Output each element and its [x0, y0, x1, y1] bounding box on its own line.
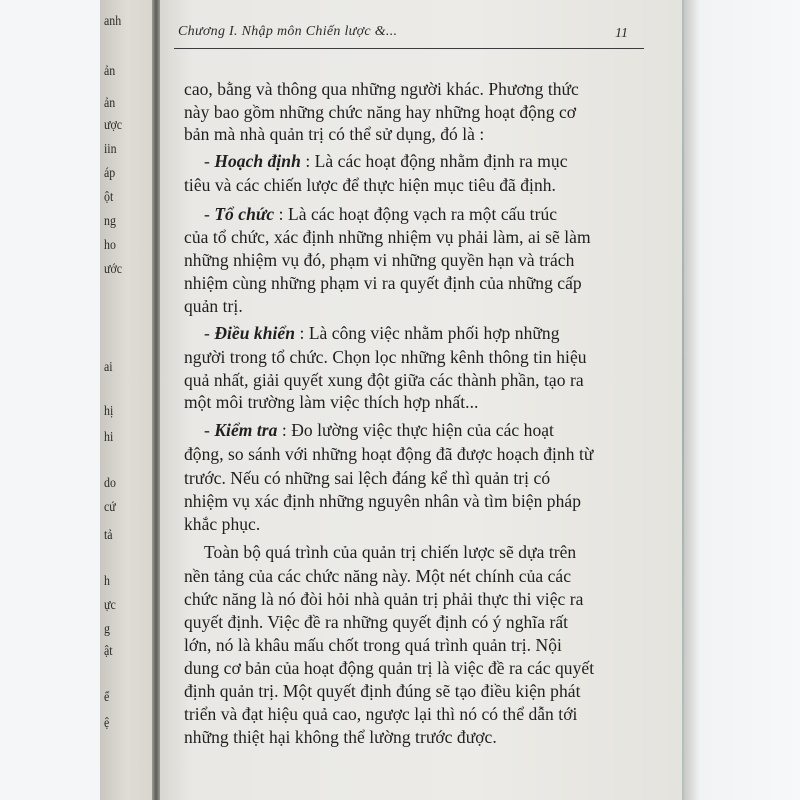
left-page-fragment: iin [104, 142, 117, 157]
list-item-kiem-tra: - Kiểm tra : Đo lường việc thực hiện của các hoạt [204, 420, 554, 440]
body-line: nền tảng của các chức năng này. Một nét chính của các [184, 566, 572, 586]
body-line: người trong tổ chức. Chọn lọc những kênh thông tin hiệu [184, 347, 587, 367]
body-line: khắc phục. [184, 514, 261, 534]
term-to-chuc: Tổ chức [214, 204, 275, 224]
header-rule [174, 48, 644, 49]
body-line: trước. Nếu có những sai lệch đáng kể thì quản trị có [184, 468, 551, 488]
left-page-fragment: hi [104, 430, 114, 445]
body-line: này bao gồm những chức năng hay những hoạt động cơ [184, 102, 577, 122]
left-page-fragment: ho [104, 238, 116, 253]
left-page-fragment: ột [104, 190, 114, 205]
left-page-fragment: do [104, 476, 116, 491]
left-page-fragment: ể [104, 690, 110, 705]
body-line: Toàn bộ quá trình của quản trị chiến lược sẽ dựa trên [204, 542, 577, 562]
body-line: cao, bằng và thông qua những người khác. Phương thức [184, 79, 579, 99]
term-dieu-khien: Điều khiển [214, 323, 296, 343]
left-page-fragment: ai [104, 360, 113, 375]
running-head: Chương I. Nhập môn Chiến lược &... [178, 24, 398, 39]
body-line: quả nhất, giải quyết xung đột giữa các thành phần, tạo ra [184, 370, 584, 390]
list-item-dieu-khien: - Điều khiển : Là công việc nhằm phối hợp những [204, 323, 560, 343]
body-line: của tổ chức, xác định những nhiệm vụ phải làm, ai sẽ làm [184, 227, 591, 247]
book-page [160, 0, 684, 800]
body-line: lớn, nó là khâu mấu chốt trong quá trình quản trị. Nội [184, 635, 562, 655]
term-hoach-dinh: Hoạch định [214, 151, 301, 171]
left-page-fragment: hị [104, 404, 114, 419]
left-page-edge [100, 0, 160, 800]
left-page-fragment: g [104, 622, 110, 637]
left-page-fragment: ực [104, 598, 116, 613]
page-number: 11 [615, 26, 628, 41]
left-page-fragment: cứ [104, 500, 116, 515]
body-line: triển và đạt hiệu quả cao, ngược lại thì nó có thể dẫn tới [184, 704, 578, 724]
body-line: định quản trị. Một quyết định đúng sẽ tạo điều kiện phát [184, 681, 581, 701]
left-page-fragment: ng [104, 214, 116, 229]
body-line: chức năng là nó đòi hỏi nhà quản trị phải thực thi việc ra [184, 589, 584, 609]
left-page-fragment: ản [104, 64, 116, 79]
left-page-fragment: ật [104, 644, 113, 659]
left-page-fragment: ệ [104, 716, 110, 731]
left-page-fragment: áp [104, 166, 116, 181]
body-line: tiêu và các chiến lược để thực hiện mục tiêu đã định. [184, 175, 556, 195]
body-line: bản mà nhà quản trị có thể sử dụng, đó là : [184, 124, 485, 144]
left-page-fragment: ản [104, 96, 116, 111]
background-surface [684, 0, 800, 800]
left-page-fragment: tả [104, 528, 113, 543]
body-line: quản trị. [184, 296, 243, 316]
left-page-fragment: ước [104, 262, 123, 277]
body-line: nhiệm vụ xác định những nguyên nhân và tìm biện pháp [184, 491, 582, 511]
body-line: những thiệt hại không thể lường trước được. [184, 727, 497, 747]
body-line: dung cơ bản của hoạt động quản trị là việc đề ra các quyết [184, 658, 595, 678]
left-page-corner: anh [104, 14, 122, 29]
body-line: nhiệm cùng những phạm vi ra quyết định của những cấp [184, 273, 582, 293]
body-line: những nhiệm vụ đó, phạm vi những quyền hạn và trách [184, 250, 575, 270]
term-kiem-tra: Kiểm tra [214, 420, 278, 440]
body-line: quyết định. Việc đề ra những quyết định có ý nghĩa rất [184, 612, 569, 632]
body-line: một môi trường làm việc thích hợp nhất... [184, 392, 479, 412]
list-item-to-chuc: - Tổ chức : Là các hoạt động vạch ra một cấu trúc [204, 204, 558, 224]
list-item-hoach-dinh: - Hoạch định : Là các hoạt động nhằm định ra mục [204, 151, 568, 171]
left-page-fragment: ược [104, 118, 123, 133]
left-page-fragment: h [104, 574, 110, 589]
body-line: động, so sánh với những hoạt động đã được hoạch định từ [184, 444, 594, 464]
